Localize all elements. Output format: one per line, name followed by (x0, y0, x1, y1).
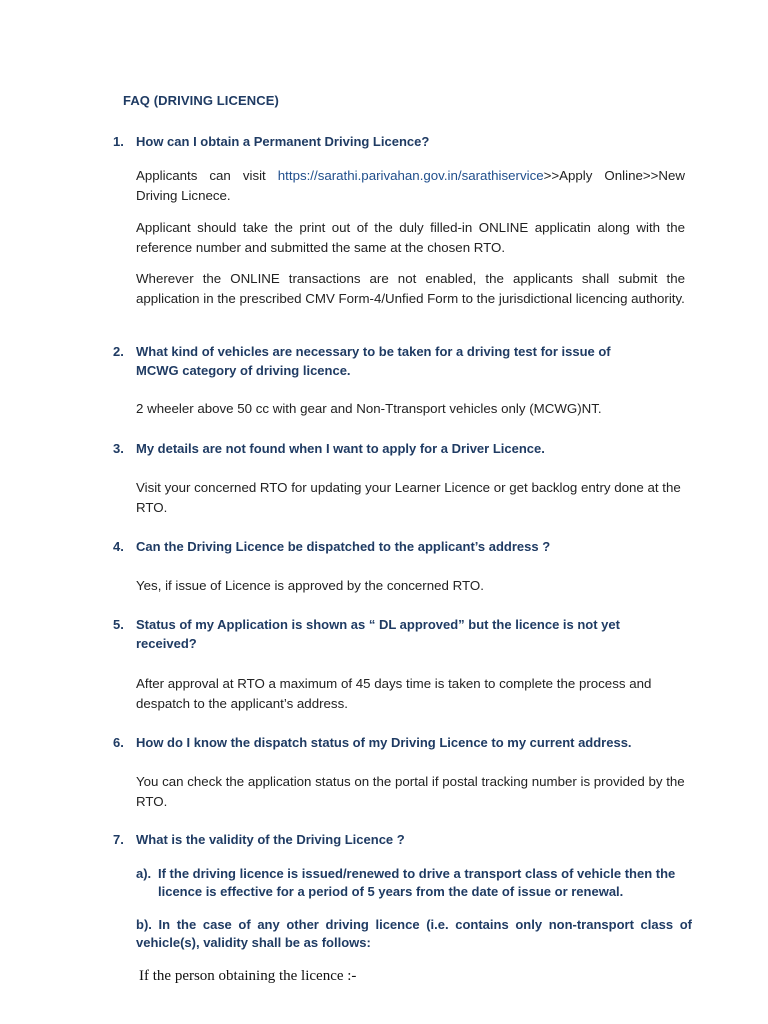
faq-answer-5: After approval at RTO a maximum of 45 days time is taken to complete the process and despatch to the applicant’s address. (136, 676, 652, 711)
faq-question-7 (113, 830, 693, 849)
faq-answer-2: 2 wheeler above 50 cc with gear and Non-Ttransport vehicles only (MCWG)NT. (136, 401, 602, 416)
faq-question-text: Status of my Application is shown as “ DL approved” but the licence is not yet received? (136, 617, 620, 651)
faq-answer-3: Visit your concerned RTO for updating your Learner Licence or get backlog entry done at the RTO. (136, 480, 681, 515)
faq-number: 3. (113, 441, 124, 456)
faq-question-4 (113, 537, 693, 556)
faq-question-1 (113, 132, 693, 151)
faq-answer-4: Yes, if issue of Licence is approved by the concerned RTO. (136, 578, 484, 593)
faq-7-sub-b: b). In the case of any other driving licence (i.e. contains only non-transport class of vehicle(s), validity shall be as follows: (136, 917, 692, 950)
faq-question-2 (113, 342, 653, 380)
page-title: FAQ (DRIVING LICENCE) (123, 93, 279, 108)
faq-question-text: What is the validity of the Driving Licence ? (136, 832, 405, 847)
faq-question-5 (113, 615, 653, 653)
faq-number: 1. (113, 134, 124, 149)
faq-answer-1-para-3: Wherever the ONLINE transactions are not enabled, the applicants shall submit the application in the prescribed CMV Form-4/Unfied Form to the jurisdictional licencing authority. (136, 271, 685, 306)
faq-number: 2. (113, 344, 124, 359)
faq-question-text: My details are not found when I want to apply for a Driver Licence. (136, 441, 545, 456)
validity-note: If the person obtaining the licence :- (139, 968, 357, 984)
sub-a-text: If the driving licence is issued/renewed to drive a transport class of vehicle then the licence is effective for a period of 5 years from the date of issue or renewal. (158, 866, 676, 899)
faq-number: 5. (113, 617, 124, 632)
faq-answer-6: You can check the application status on the portal if postal tracking number is provided by the RTO. (136, 774, 685, 809)
faq-number: 4. (113, 539, 124, 554)
faq-question-text: How do I know the dispatch status of my Driving Licence to my current address. (136, 735, 632, 750)
faq-question-6 (113, 733, 693, 752)
faq-number: 7. (113, 832, 124, 847)
faq-number: 6. (113, 735, 124, 750)
faq-question-text: How can I obtain a Permanent Driving Licence? (136, 134, 430, 149)
faq-answer-1-para-1: Applicants can visit https://sarathi.parivahan.gov.in/sarathiservice>>Apply Online>>New Driving Licnece. (136, 168, 685, 203)
faq-7-sub-a (136, 865, 692, 901)
faq-question-text: Can the Driving Licence be dispatched to the applicant’s address ? (136, 539, 551, 554)
faq-answer-1-para-2: Applicant should take the print out of the duly filled-in ONLINE applicatin along with the reference number and submitted the same at the chosen RTO. (136, 220, 685, 255)
sarathi-link[interactable]: https://sarathi.parivahan.gov.in/sarathiservice (277, 168, 544, 183)
faq-question-text: What kind of vehicles are necessary to be taken for a driving test for issue of MCWG category of driving licence. (136, 344, 611, 378)
faq-question-3 (113, 439, 693, 458)
sub-a-label: a). (136, 866, 152, 881)
